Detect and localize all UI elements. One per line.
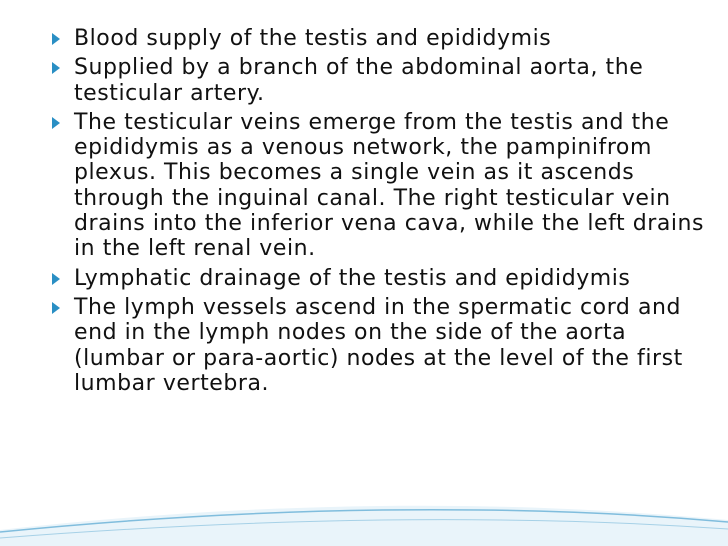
bullet-item: [48, 110, 708, 262]
bullet-item: [48, 295, 708, 396]
bullet-text: Lymphatic drainage of the testis and epididymis: [74, 265, 631, 291]
triangle-right-icon: [52, 117, 60, 129]
bullet-text: The lymph vessels ascend in the spermatic cord and end in the lymph nodes on the side of the aorta (lumbar or para-aortic) nodes at the level of the first lumbar vertebra.: [74, 294, 683, 396]
bullet-text: The testicular veins emerge from the testis and the epididymis as a venous network, the pampinifrom plexus. This becomes a single vein as it ascends through the inguinal canal. The right testicular vein drains into the inferior vena cava, while the left drains in the left renal vein.: [74, 109, 705, 262]
triangle-right-icon: [52, 273, 60, 285]
decorative-wave-graphic: [0, 486, 728, 546]
bullet-item: [48, 266, 708, 291]
triangle-right-icon: [52, 33, 60, 45]
bullet-list: [48, 26, 708, 400]
bullet-item: [48, 55, 708, 106]
bullet-text: Blood supply of the testis and epididymis: [74, 26, 552, 51]
bullet-text: Supplied by a branch of the abdominal aorta, the testicular artery.: [74, 55, 644, 106]
triangle-right-icon: [52, 62, 60, 74]
triangle-right-icon: [52, 302, 60, 314]
bullet-item: [48, 26, 708, 51]
